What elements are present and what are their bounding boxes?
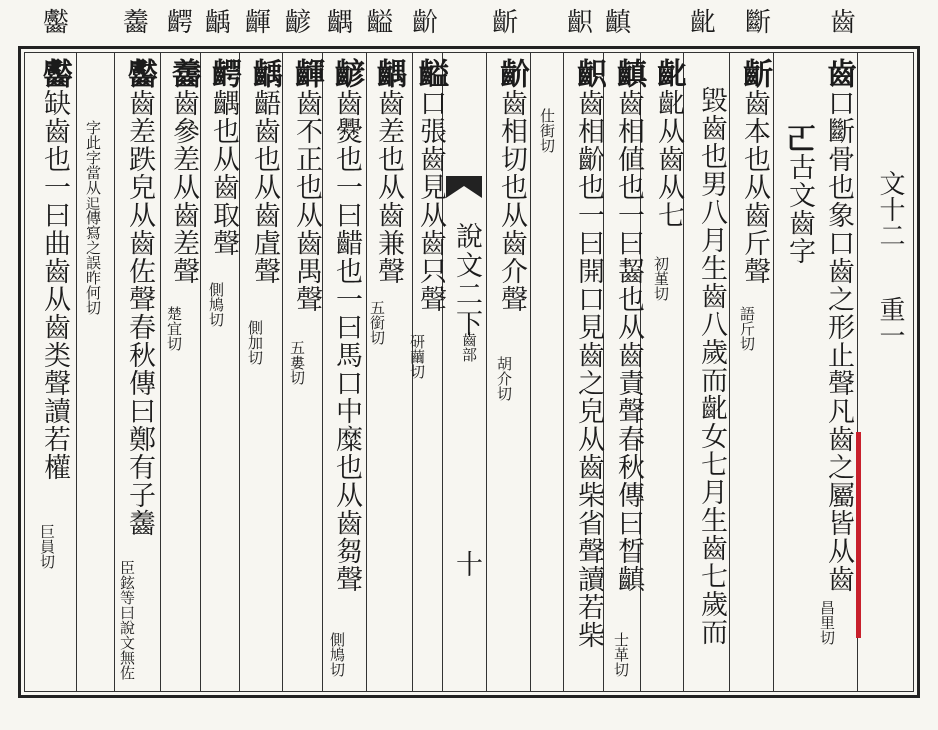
fanqie-note: 研繭切 xyxy=(408,334,426,379)
column-rule xyxy=(530,52,531,692)
header-glyph: 齴 xyxy=(284,8,311,38)
column-rule xyxy=(729,52,730,692)
entry-column xyxy=(738,58,770,285)
fanqie-note: 楚宜切 xyxy=(165,306,183,351)
entry-text: 齒相値也一曰齧也从齒責聲春秋傳曰晳齻 xyxy=(613,89,644,593)
header-glyph: 齲 xyxy=(204,8,231,38)
entry-column xyxy=(612,58,644,593)
seal-glyph: 齒 xyxy=(821,58,856,89)
entry-text: 齒差也从齒兼聲 xyxy=(373,89,404,285)
header-glyph: 齻 xyxy=(604,8,631,38)
seal-glyph: 齸 xyxy=(413,58,448,89)
column-rule xyxy=(160,52,161,692)
entry-text: 齬齒也从齒虘聲 xyxy=(249,89,280,285)
header-glyph: 齒 xyxy=(829,8,856,38)
entry-column xyxy=(822,58,854,593)
column-rule xyxy=(322,52,323,692)
entry-column xyxy=(652,58,684,229)
column-rule xyxy=(563,52,564,692)
column-rule xyxy=(773,52,774,692)
column-rule xyxy=(366,52,367,692)
header-glyph: 斷 xyxy=(744,8,771,38)
entry-text: 齒差跌皃从齒佐聲春秋傳曰鄭有子齹 xyxy=(124,89,155,537)
seal-glyph: 齞 xyxy=(571,58,606,89)
fanqie-note: 巨員切 xyxy=(38,524,56,569)
commentary-note: 字此字當从𨑓傳寫之誤昨何切 xyxy=(84,120,102,315)
red-highlight-mark xyxy=(856,432,861,638)
fishtail-mark xyxy=(446,176,482,202)
fanqie-note: 五銜切 xyxy=(368,300,386,345)
seal-glyph: 𠀀 xyxy=(782,122,817,153)
entry-column xyxy=(167,58,199,285)
entry-text: 齒相齘也一曰開口見齒之皃从齒柴省聲讀若柴 xyxy=(573,89,604,649)
entry-column xyxy=(783,122,815,265)
entry-text: 缺齒也一曰曲齒从齒类聲讀若權 xyxy=(39,89,70,481)
entry-column xyxy=(248,58,280,285)
fanqie-note: 語斤切 xyxy=(738,306,756,351)
inner-border xyxy=(24,52,914,692)
column-rule xyxy=(282,52,283,692)
entry-text: 齔从齒从七 xyxy=(653,89,684,229)
fanqie-note: 五婁切 xyxy=(288,340,306,385)
header-glyph: 齘 xyxy=(411,8,438,38)
entry-text: 齒參差从齒差聲 xyxy=(168,89,199,285)
fanqie-note: 側鳩切 xyxy=(207,282,225,327)
column-rule xyxy=(200,52,201,692)
entry-text: 古文齒字 xyxy=(784,153,815,265)
header-glyph: 齸 xyxy=(366,8,393,38)
fanqie-note: 初堇切 xyxy=(652,256,670,301)
entry-text: 齒相切也从齒介聲 xyxy=(496,89,527,313)
fanqie-note: 仕街切 xyxy=(538,108,556,153)
header-glyph: 齗 xyxy=(491,8,518,38)
entry-column xyxy=(290,58,322,313)
seal-glyph: 齗 xyxy=(737,58,772,89)
header-glyph: 齞 xyxy=(566,8,593,38)
book-title: 說文二下 xyxy=(451,222,482,338)
seal-glyph: 齲 xyxy=(247,58,282,89)
entry-text: 齒㸑也一曰齰也一曰馬口中糜也从齒芻聲 xyxy=(331,89,362,593)
fanqie-note: 胡介切 xyxy=(495,356,513,401)
seal-glyph: 齶 xyxy=(206,58,241,89)
seal-glyph: 齾 xyxy=(122,58,157,89)
entry-column xyxy=(38,58,70,481)
header-glyph: 齔 xyxy=(689,8,716,38)
entry-text: 口張齒見从齒只聲 xyxy=(415,89,446,313)
entry-column xyxy=(207,58,239,257)
entry-column xyxy=(414,58,446,313)
seal-glyph: 齘 xyxy=(494,58,529,89)
fanqie-note: 士革切 xyxy=(612,632,630,677)
header-glyph: 齵 xyxy=(326,8,353,38)
column-rule xyxy=(239,52,240,692)
page-number: 十 xyxy=(451,550,482,577)
entry-column xyxy=(495,58,527,313)
fanqie-note: 側加切 xyxy=(246,320,264,365)
commentary-note: 臣鉉等曰說文無佐 xyxy=(118,560,136,680)
seal-glyph: 齻 xyxy=(611,58,646,89)
entry-text: 毀齒也男八月生齒八歲而齔女七月生齒七歲而 xyxy=(696,86,727,646)
header-glyph: 齳 xyxy=(244,8,271,38)
column-rule xyxy=(76,52,77,692)
entry-column xyxy=(572,58,604,649)
seal-glyph: 齳 xyxy=(289,58,324,89)
header-glyph: 齶 xyxy=(166,8,193,38)
entry-text: 口斷骨也象口齒之形止聲凡齒之屬皆从齒 xyxy=(823,89,854,593)
column-rule xyxy=(114,52,115,692)
section-label: 齒部 xyxy=(460,332,478,362)
seal-glyph: 齔 xyxy=(651,58,686,89)
seal-glyph: 齴 xyxy=(329,58,364,89)
column-rule xyxy=(486,52,487,692)
header-glyph: 齾 xyxy=(42,8,69,38)
header-glyph: 齹 xyxy=(122,8,149,38)
seal-glyph: 齾 xyxy=(37,58,72,89)
seal-glyph: 齹 xyxy=(166,58,201,89)
entry-column xyxy=(330,58,362,593)
entry-text: 齵也从齒取聲 xyxy=(208,89,239,257)
entry-column xyxy=(372,58,404,285)
entry-text: 齒不正也从齒禺聲 xyxy=(291,89,322,313)
seal-glyph: 齵 xyxy=(371,58,406,89)
fanqie-note: 側鳩切 xyxy=(328,632,346,677)
entry-column xyxy=(695,86,727,646)
entry-text: 齒本也从齒斤聲 xyxy=(739,89,770,285)
entry-column xyxy=(123,58,155,537)
wen-count: 文十二 xyxy=(875,170,905,248)
fanqie-note: 昌里切 xyxy=(818,600,836,645)
chong-count: 重一 xyxy=(875,296,905,348)
